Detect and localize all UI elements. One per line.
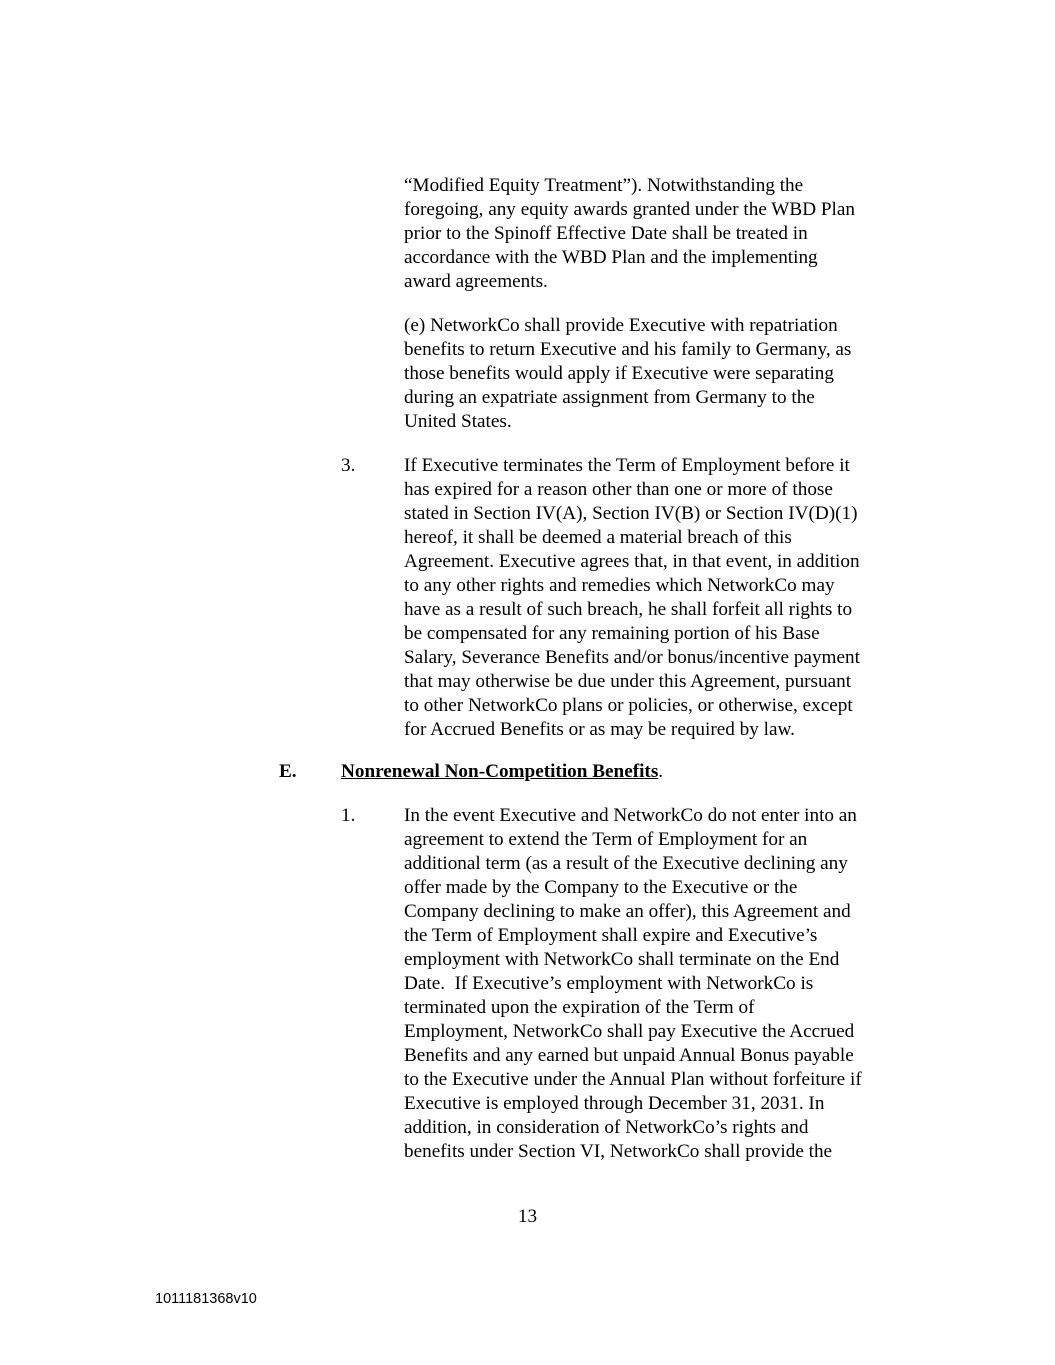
text-line: have as a result of such breach, he shall forfeit all rights to [404,599,853,620]
text-line: those benefits would apply if Executive were separating [404,363,834,384]
section-e-letter: E. [279,761,297,782]
text-line: for Accrued Benefits or as may be required by law. [404,719,795,740]
text-line: offer made by the Company to the Executive or the [404,877,798,898]
item-3-number: 3. [341,455,356,476]
text-line: Date. If Executive’s employment with NetworkCo is [404,973,814,994]
text-line: to other NetworkCo plans or policies, or otherwise, except [404,695,853,716]
text-line: to the Executive under the Annual Plan without forfeiture if [404,1069,862,1090]
text-line: addition, in consideration of NetworkCo’s rights and [404,1117,809,1138]
text-line: (e) NetworkCo shall provide Executive with repatriation [404,315,838,336]
text-line: benefits to return Executive and his family to Germany, as [404,339,852,360]
text-line: stated in Section IV(A), Section IV(B) or Section IV(D)(1) [404,503,858,524]
text-line: Executive is employed through December 31, 2031. In [404,1093,825,1114]
text-line: award agreements. [404,271,548,292]
document-id: 1011181368v10 [155,1291,257,1307]
text-line: foregoing, any equity awards granted under the WBD Plan [404,199,855,220]
text-line: the Term of Employment shall expire and Executive’s [404,925,818,946]
text-line: benefits under Section VI, NetworkCo shall provide the [404,1141,833,1162]
section-e-period: . [658,761,664,782]
text-line: terminated upon the expiration of the Term of [404,997,755,1018]
text-line: Employment, NetworkCo shall pay Executive the Accrued [404,1021,855,1042]
text-line: employment with NetworkCo shall terminate on the End [404,949,840,970]
text-line: Company declining to make an offer), this Agreement and [404,901,851,922]
item-1-number: 1. [341,805,356,826]
text-line: Agreement. Executive agrees that, in that event, in addition [404,551,860,572]
section-e-title: Nonrenewal Non-Competition Benefits [341,761,659,782]
text-line: Benefits and any earned but unpaid Annual Bonus payable [404,1045,854,1066]
text-line: agreement to extend the Term of Employment for an [404,829,808,850]
text-line: If Executive terminates the Term of Employment before it [404,455,850,476]
text-line: prior to the Spinoff Effective Date shall be treated in [404,223,808,244]
text-line: “Modified Equity Treatment”). Notwithstanding the [404,175,804,196]
page-number: 13 [517,1206,538,1227]
text-line: hereof, it shall be deemed a material breach of this [404,527,792,548]
text-line: be compensated for any remaining portion of his Base [404,623,820,644]
text-line: United States. [404,411,512,432]
section-e-heading [341,760,663,784]
text-line: additional term (as a result of the Executive declining any [404,853,848,874]
text-line: that may otherwise be due under this Agreement, pursuant [404,671,852,692]
text-line: Salary, Severance Benefits and/or bonus/incentive payment [404,647,860,668]
text-line: has expired for a reason other than one or more of those [404,479,833,500]
text-line: during an expatriate assignment from Germany to the [404,387,815,408]
text-line: In the event Executive and NetworkCo do not enter into an [404,805,857,826]
text-line: accordance with the WBD Plan and the implementing [404,247,818,268]
text-line: to any other rights and remedies which NetworkCo may [404,575,835,596]
